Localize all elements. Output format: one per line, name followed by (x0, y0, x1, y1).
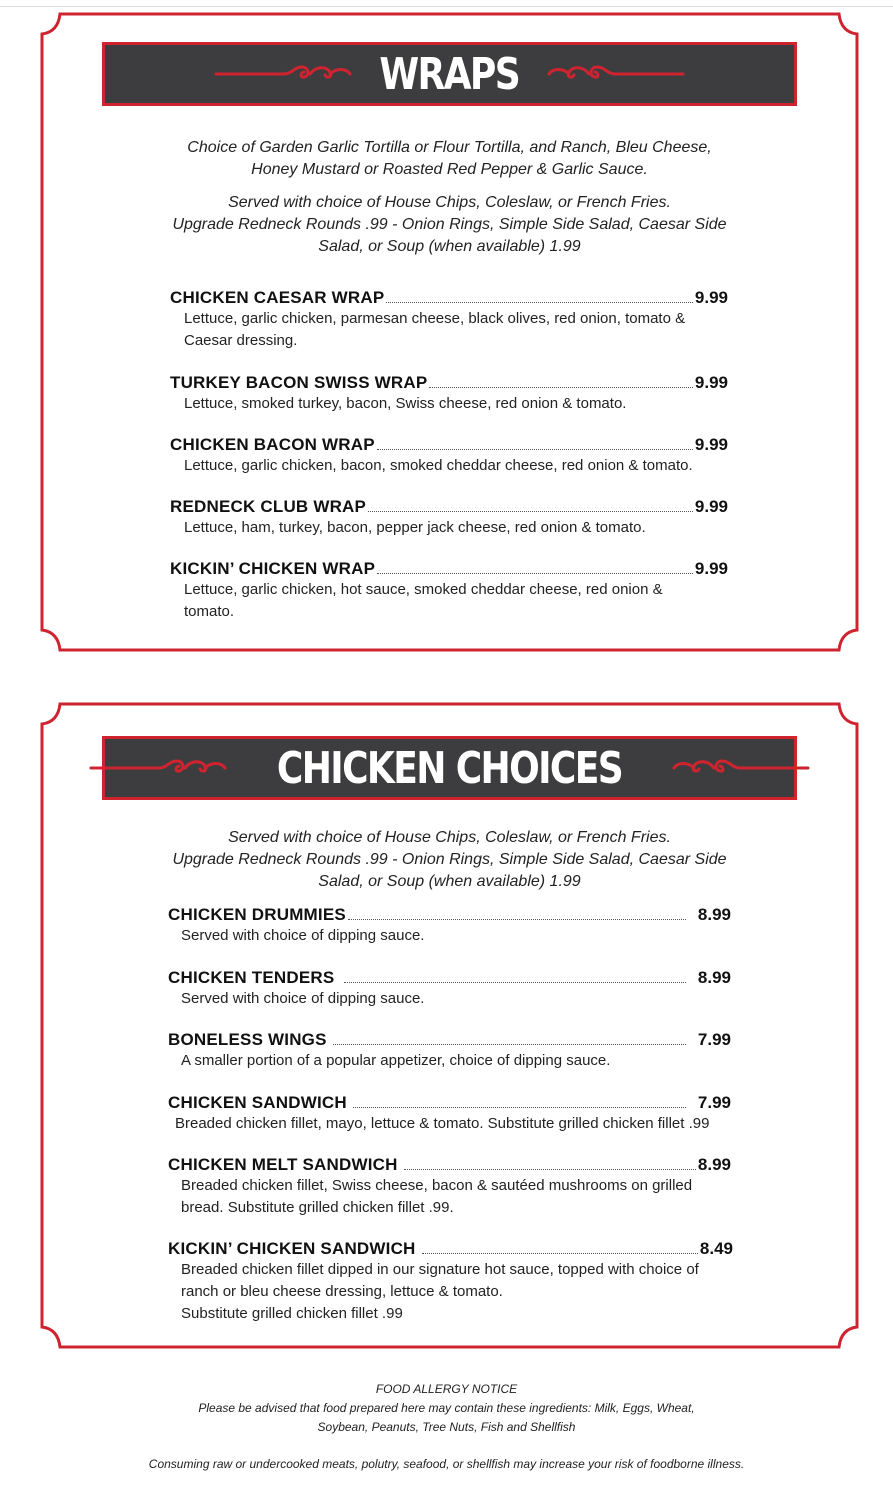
chicken-intro (100, 827, 799, 893)
desc-line: Lettuce, garlic chicken, parmesan cheese, black olives, red onion, tomato & (184, 310, 686, 327)
desc-line: Served with choice of dipping sauce. (181, 990, 425, 1007)
item-name: KICKIN’ CHICKEN WRAP (170, 559, 376, 578)
intro-line: Salad, or Soup (when available) 1.99 (318, 873, 581, 890)
item-price: 8.99 (697, 905, 731, 924)
desc-line: Breaded chicken fillet, mayo, lettuce & tomato. Substitute grilled chicken fillet .99 (175, 1115, 710, 1132)
item-name: TURKEY BACON SWISS WRAP (170, 373, 428, 392)
item-description (170, 579, 728, 623)
desc-line: bread. Substitute grilled chicken fillet .99. (181, 1199, 454, 1216)
dot-leader (377, 449, 693, 450)
item-description (168, 1113, 731, 1135)
desc-line: Substitute grilled chicken fillet .99 (181, 1305, 403, 1322)
item-name: CHICKEN MELT SANDWICH (168, 1155, 398, 1174)
allergy-notice (0, 1380, 893, 1437)
item-name: CHICKEN CAESAR WRAP (170, 288, 385, 307)
sides-line: Served with choice of House Chips, Coleslaw, or French Fries. (228, 194, 671, 211)
dot-leader (353, 1107, 686, 1108)
item-description (170, 393, 728, 415)
wraps-banner (102, 42, 797, 106)
item-name: CHICKEN TENDERS (168, 968, 335, 987)
item-description (168, 1175, 731, 1219)
left-flourish-icon (214, 62, 354, 86)
item-price: 8.99 (697, 1155, 731, 1174)
desc-line: Served with choice of dipping sauce. (181, 927, 425, 944)
desc-line: Lettuce, garlic chicken, bacon, smoked cheddar cheese, red onion & tomato. (184, 457, 693, 474)
item-price: 9.99 (694, 559, 728, 578)
item-description (168, 1259, 733, 1325)
wraps-section (40, 12, 859, 652)
chicken-section (40, 702, 859, 1349)
menu-item (168, 1239, 733, 1325)
allergy-heading: FOOD ALLERGY NOTICE (375, 1382, 518, 1396)
allergy-line: Soybean, Peanuts, Tree Nuts, Fish and Shellfish (317, 1420, 576, 1434)
dot-leader (422, 1253, 698, 1254)
item-price: 9.99 (694, 435, 728, 454)
intro-line: Honey Mustard or Roasted Red Pepper & Garlic Sauce. (251, 161, 648, 178)
sides-line: Upgrade Redneck Rounds .99 - Onion Rings, Simple Side Salad, Caesar Side (172, 216, 727, 233)
item-description (170, 455, 728, 477)
item-name: KICKIN’ CHICKEN SANDWICH (168, 1239, 416, 1258)
wraps-title: WRAPS (379, 48, 520, 100)
dot-leader (368, 511, 693, 512)
wraps-intro (100, 137, 799, 181)
menu-item (168, 905, 731, 947)
right-flourish-icon (545, 62, 685, 86)
intro-line: Upgrade Redneck Rounds .99 - Onion Rings, Simple Side Salad, Caesar Side (172, 851, 727, 868)
menu-item (170, 288, 728, 352)
dot-leader (344, 982, 686, 983)
sides-line: Salad, or Soup (when available) 1.99 (318, 238, 581, 255)
menu-item (170, 373, 728, 415)
dot-leader (404, 1169, 696, 1170)
chicken-banner (102, 736, 797, 800)
left-flourish-icon (89, 756, 229, 780)
desc-line: tomato. (184, 603, 235, 620)
item-name: BONELESS WINGS (168, 1030, 327, 1049)
item-price: 8.49 (699, 1239, 733, 1258)
item-description (170, 308, 728, 352)
desc-line: Lettuce, smoked turkey, bacon, Swiss cheese, red onion & tomato. (184, 395, 627, 412)
item-price: 7.99 (697, 1093, 731, 1112)
item-name: CHICKEN BACON WRAP (170, 435, 375, 454)
menu-item (168, 1093, 731, 1135)
dot-leader (429, 387, 692, 388)
allergy-line: Please be advised that food prepared here may contain these ingredients: Milk, Eggs, Wheat, (198, 1401, 695, 1415)
menu-item (170, 497, 728, 539)
item-price: 9.99 (694, 373, 728, 392)
item-price: 7.99 (697, 1030, 731, 1049)
wraps-sides-note (100, 192, 799, 258)
item-name: CHICKEN SANDWICH (168, 1093, 347, 1112)
item-price: 9.99 (694, 497, 728, 516)
desc-line: Breaded chicken fillet, Swiss cheese, bacon & sautéed mushrooms on grilled (181, 1177, 693, 1194)
menu-item (168, 968, 731, 1010)
desc-line: Breaded chicken fillet dipped in our signature hot sauce, topped with choice of (181, 1261, 699, 1278)
desc-line: Caesar dressing. (184, 332, 298, 349)
menu-item (168, 1155, 731, 1219)
item-description (170, 517, 728, 539)
menu-item (170, 559, 728, 623)
dot-leader (333, 1044, 686, 1045)
dot-leader (348, 919, 686, 920)
dot-leader (386, 302, 692, 303)
menu-item (168, 1030, 731, 1072)
item-price: 9.99 (694, 288, 728, 307)
desc-line: Lettuce, ham, turkey, bacon, pepper jack cheese, red onion & tomato. (184, 519, 646, 536)
intro-line: Served with choice of House Chips, Coleslaw, or French Fries. (228, 829, 671, 846)
desc-line: ranch or bleu cheese dressing, lettuce & tomato. (181, 1283, 503, 1300)
desc-line: A smaller portion of a popular appetizer, choice of dipping sauce. (181, 1052, 611, 1069)
dot-leader (377, 573, 693, 574)
item-description (168, 925, 731, 947)
desc-line: Lettuce, garlic chicken, hot sauce, smoked cheddar cheese, red onion & (184, 581, 663, 598)
item-description (168, 988, 731, 1010)
item-price: 8.99 (697, 968, 731, 987)
foodborne-warning: Consuming raw or undercooked meats, polutry, seafood, or shellfish may increase your risk of foodborne illness. (148, 1457, 745, 1471)
right-flourish-icon (670, 756, 810, 780)
item-name: CHICKEN DRUMMIES (168, 905, 346, 924)
item-description (168, 1050, 731, 1072)
item-name: REDNECK CLUB WRAP (170, 497, 367, 516)
page-top-divider (0, 6, 893, 7)
menu-item (170, 435, 728, 477)
intro-line: Choice of Garden Garlic Tortilla or Flour Tortilla, and Ranch, Bleu Cheese, (187, 139, 712, 156)
chicken-title: CHICKEN CHOICES (276, 742, 623, 794)
